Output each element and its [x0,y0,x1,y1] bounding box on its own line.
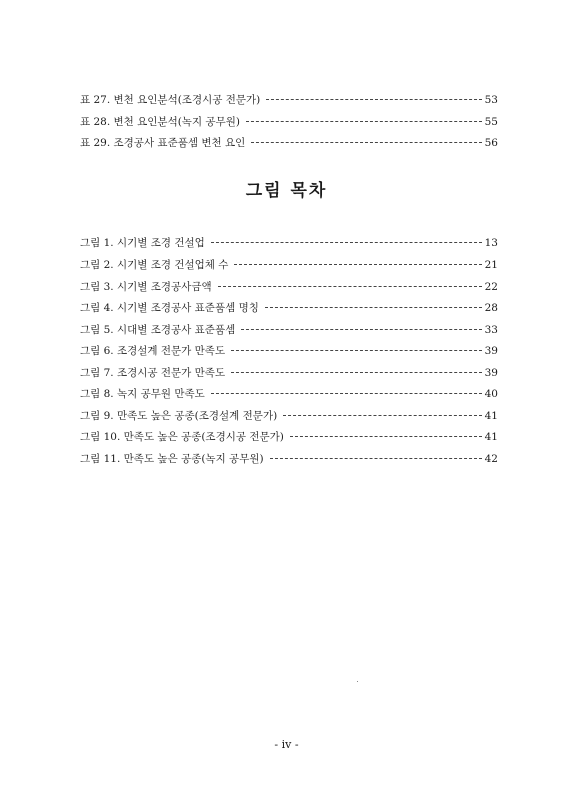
toc-entry-label: 표 29. 조경공사 표준품셈 변천 요인 [80,137,246,149]
toc-entry-label: 그림 7. 조경시공 전문가 만족도 [80,367,226,379]
toc-entry-label: 그림 3. 시기별 조경공사금액 [80,281,212,293]
dot-leader [211,242,482,243]
toc-entry-label: 그림 5. 시대별 조경공사 표준품셈 [80,324,236,336]
toc-entry-figure-3[interactable] [80,279,498,297]
dot-leader [241,329,481,330]
toc-entry-page: 22 [484,281,498,293]
toc-entry-table-29[interactable] [80,135,498,153]
dot-leader [270,458,482,459]
dot-leader [251,142,481,143]
toc-entry-label: 표 28. 변천 요인분석(녹지 공무원) [80,116,240,128]
dot-leader [290,436,482,437]
toc-entry-page: 53 [484,94,498,106]
dot-leader [265,307,482,308]
dot-leader [218,286,482,287]
page-number-footer: - iv - [274,738,299,751]
dot-leader [266,99,481,100]
toc-entry-figure-5[interactable] [80,322,498,340]
toc-entry-figure-11[interactable] [80,451,498,469]
dot-leader [231,372,482,373]
toc-entry-page: 41 [484,431,498,443]
dot-leader [231,350,482,351]
toc-entry-label: 그림 11. 만족도 높은 공종(녹지 공무원) [80,453,264,465]
toc-entry-figure-1[interactable] [80,235,498,253]
toc-entry-page: 56 [484,137,498,149]
toc-entry-page: 33 [484,324,498,336]
toc-entry-label: 그림 1. 시기별 조경 건설업 [80,237,205,249]
toc-entry-figure-7[interactable] [80,365,498,383]
toc-entry-page: 42 [484,453,498,465]
dot-leader [283,415,481,416]
toc-entry-figure-4[interactable] [80,300,498,318]
toc-entry-label: 그림 6. 조경설계 전문가 만족도 [80,345,226,357]
toc-entry-figure-9[interactable] [80,408,498,426]
toc-entry-figure-2[interactable] [80,257,498,275]
toc-entry-table-28[interactable] [80,114,498,132]
toc-entry-label: 그림 9. 만족도 높은 공종(조경설계 전문가) [80,410,278,422]
figures-section-title: 그림 목차 [245,181,328,201]
toc-entry-page: 39 [484,367,498,379]
dot-leader [234,264,481,265]
toc-entry-label: 그림 4. 시기별 조경공사 표준품셈 명칭 [80,302,259,314]
toc-entry-page: 40 [484,388,498,400]
stray-mark [357,681,358,682]
toc-entry-page: 21 [484,259,498,271]
toc-entry-page: 41 [484,410,498,422]
toc-entry-label: 그림 10. 만족도 높은 공종(조경시공 전문가) [80,431,284,443]
dot-leader [211,393,482,394]
toc-entry-page: 55 [484,116,498,128]
toc-entry-figure-6[interactable] [80,343,498,361]
toc-entry-figure-8[interactable] [80,386,498,404]
toc-entry-page: 13 [484,237,498,249]
dot-leader [246,121,482,122]
toc-entry-table-27[interactable] [80,92,498,110]
toc-entry-label: 그림 8. 녹지 공무원 만족도 [80,388,205,400]
toc-entry-figure-10[interactable] [80,429,498,447]
toc-entry-page: 28 [484,302,498,314]
toc-entry-label: 표 27. 변천 요인분석(조경시공 전문가) [80,94,261,106]
toc-entry-page: 39 [484,345,498,357]
toc-entry-label: 그림 2. 시기별 조경 건설업체 수 [80,259,229,271]
